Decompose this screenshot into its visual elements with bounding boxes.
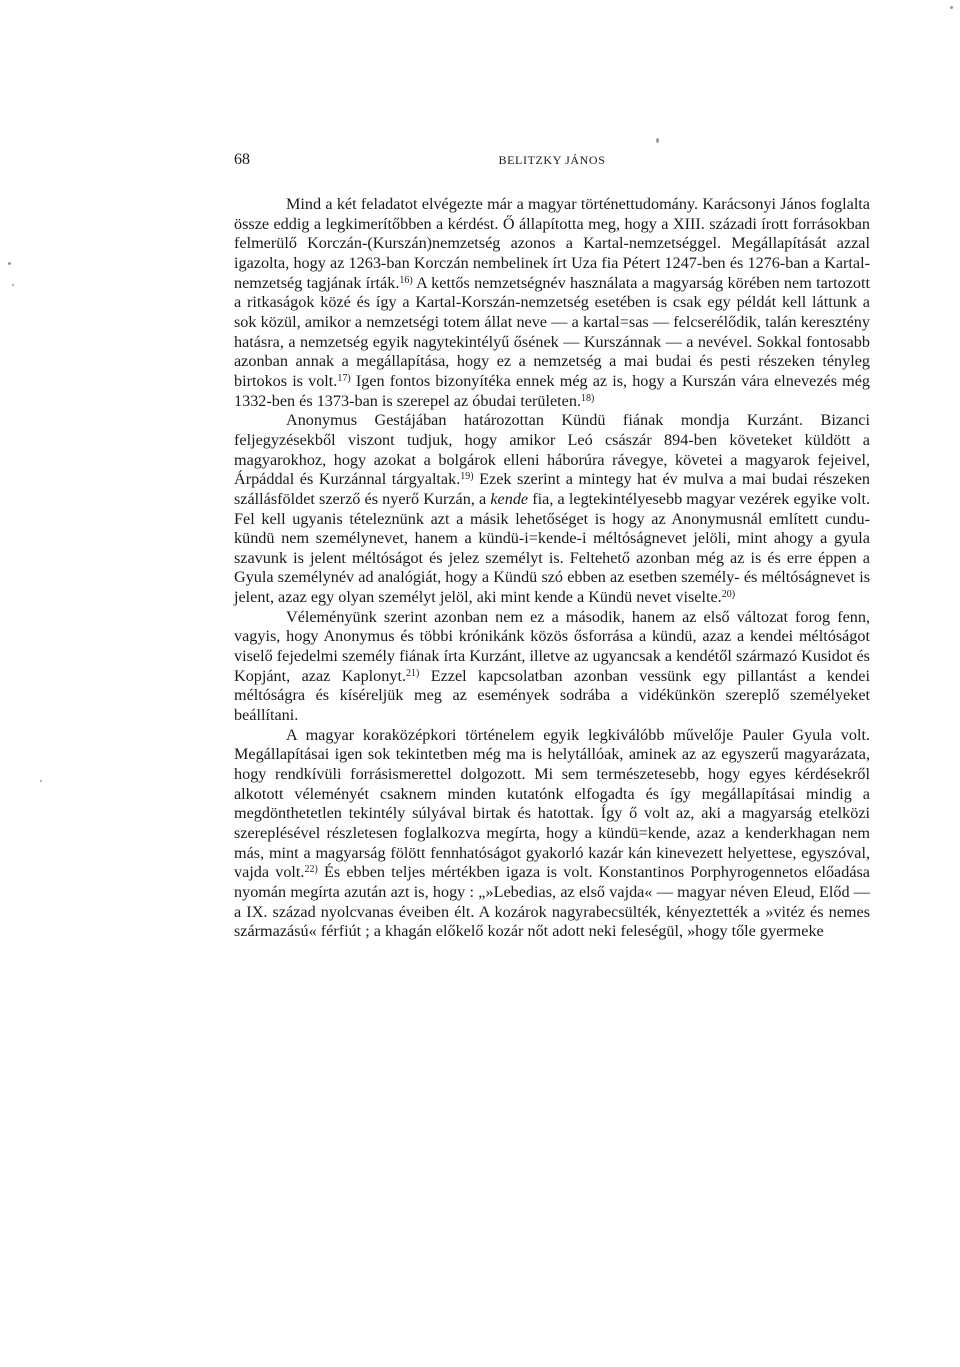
paragraph-3 xyxy=(234,608,870,726)
text-segment: Ezzel kapcsolatban azonban vessünk egy pillantást a kendei méltóságra és kíséreljük meg az események sodrába a vidékünkön szereplő személyeket beállítani. xyxy=(234,666,870,725)
paragraph-1 xyxy=(234,195,870,411)
footnote-marker-17: 17) xyxy=(337,372,351,384)
italic-term-kende: kende xyxy=(490,489,529,508)
scan-speck xyxy=(950,6,953,9)
text-segment: A magyar koraközépkori történelem egyik legkiválóbb művelője Pauler Gyula volt. Megállapításai igen sok tekintetben még ma is helytállóak, aminek az az egyszerű magyarázata, hogy rendkívüli forrásismerettel dolgozott. Mi sem természetesebb, hogy egyes kérdésekről alkotott véleményét csaknem minden kutatónk elfogadta és így megállapításai mindig a megdönthetetlen tekintély súlyával birtak és hatottak. Így ő volt az, aki a magyarság etelközi szereplésével részletesen foglalkozva megírta, hogy a kündü=kende, azaz a kenderkhagan nem más, mint a magyarság fölött fennhatóságot gyakorló kazár kán kinevezett helyettese, egyszóval, vajda volt. xyxy=(234,725,870,882)
footnote-marker-20: 20) xyxy=(721,589,736,601)
text-segment: Véleményünk szerint azonban nem ez a második, hanem az első változat forog fenn, vagyis, hogy Anonymus és többi krónikánk közös ősforrása a kündü, azaz a kendei méltóságot viselő fejedelmi személy fiának írta Kurzánt, illetve az ugyancsak a kendétől származó Kusidot és Kopjánt, azaz Kaplonyt. xyxy=(234,607,870,685)
body-text xyxy=(234,195,870,942)
footnote-marker-16: 16) xyxy=(399,274,413,286)
scan-speck xyxy=(656,138,659,143)
running-head: BELITZKY JÁNOS xyxy=(498,153,606,167)
text-segment: Ezek szerint a mintegy hat év mulva a mai budai részeken szállásföldet szerző és nyerő Kurzán, a xyxy=(234,470,870,508)
page-number: 68 xyxy=(234,151,250,168)
text-segment: fia, a legtekintélyesebb magyar vezérek egyike volt. Fel kell ugyanis tételeznünk azt a másik lehetőséget is hogy az Anonymusnál említett cundu-kündü nem személynevet, hanem a kündü-i=kende-i méltóságnevet jelöli, mint ahogy a gyula szavunk is jelent méltóságot és jelez személyt is. Feltehető azonban még az is és erre éppen a Gyula személynév ad analógiát, hogy a Kündü szó ebben az esetben személy- és méltóságnevet is jelent, azaz egy olyan személyt jelöl, aki mint kende a Kündü nevet viselte. xyxy=(234,489,870,607)
text-segment: Igen fontos bizonyítéka ennek még az is, hogy a Kurszán vára elnevezés még 1332-ben és 1373-ban is szerepel az óbudai területen. xyxy=(234,371,870,410)
footnote-marker-22: 22) xyxy=(304,864,318,876)
scan-speck xyxy=(12,284,14,286)
paragraph-2 xyxy=(234,411,870,608)
footnote-marker-19: 19) xyxy=(460,471,474,483)
text-segment: Mind a két feladatot elvégezte már a magyar történettudomány. Karácsonyi János foglalta össze eddig a legkimerítőbben a kérdést. Ő állapította meg, hogy a XIII. századi írott forrásokban felmerülő Korczán-(Kurszán)nemzetség azonos a Kartal-nemzetséggel. Megállapítását azzal igazolta, hogy az 1263-ban Korczán nembelinek írt Uza fia Pétert 1247-ben és 1276-ban a Kartal-nemzetség tagjának írták. xyxy=(234,195,870,292)
page-header xyxy=(234,151,870,175)
text-segment: És ebben teljes mértékben igaza is volt. Konstantinos Porphyrogennetos előadása nyomán megírta azután azt is, hogy : „»Lebedias, az első vajda« — magyar néven Eleud, Előd — a IX. század nyolcvanas éveiben élt. A kozárok nagyrabecsülték, kényeztették a »vitéz és nemes származású« férfiút ; a khagán előkelő kozár nőt adott neki feleségül, »hogy tőle gyermeke xyxy=(234,863,870,941)
text-segment: A kettős nemzetségnév használata a magyarság körében nem tartozott a ritkaságok közé és így a Kartal-Korszán-nemzetség esetében is csak egy példát kell láttunk a sok közül, amikor a nemzetségi totem állat neve — a kartal=sas — felcserélődik, talán keresztény hatásra, a nemzetség egyik nagytekintélyű ősének — Kurszánnak — a nevével. Sokkal fontosabb azonban annak a megállapítása, hogy ez a nemzetség a mai budai és pesti részeken tényleg birtokos is volt. xyxy=(234,273,871,390)
scan-speck xyxy=(40,780,42,782)
text-segment: Anonymus Gestájában határozottan Kündü fiának mondja Kurzánt. Bizanci feljegyzésekből viszont tudjuk, hogy amikor Leó császár 894-ben követeket küldött a magyarokhoz, hogy azokat a bolgárok elleni háborúra rávegye, követei a magyarok fejeivel, Árpáddal és Kurzánnal tárgyaltak. xyxy=(234,411,870,489)
footnote-marker-18: 18) xyxy=(581,392,595,404)
scan-speck xyxy=(8,262,11,265)
paragraph-4 xyxy=(234,726,870,942)
footnote-marker-21: 21) xyxy=(406,667,420,679)
